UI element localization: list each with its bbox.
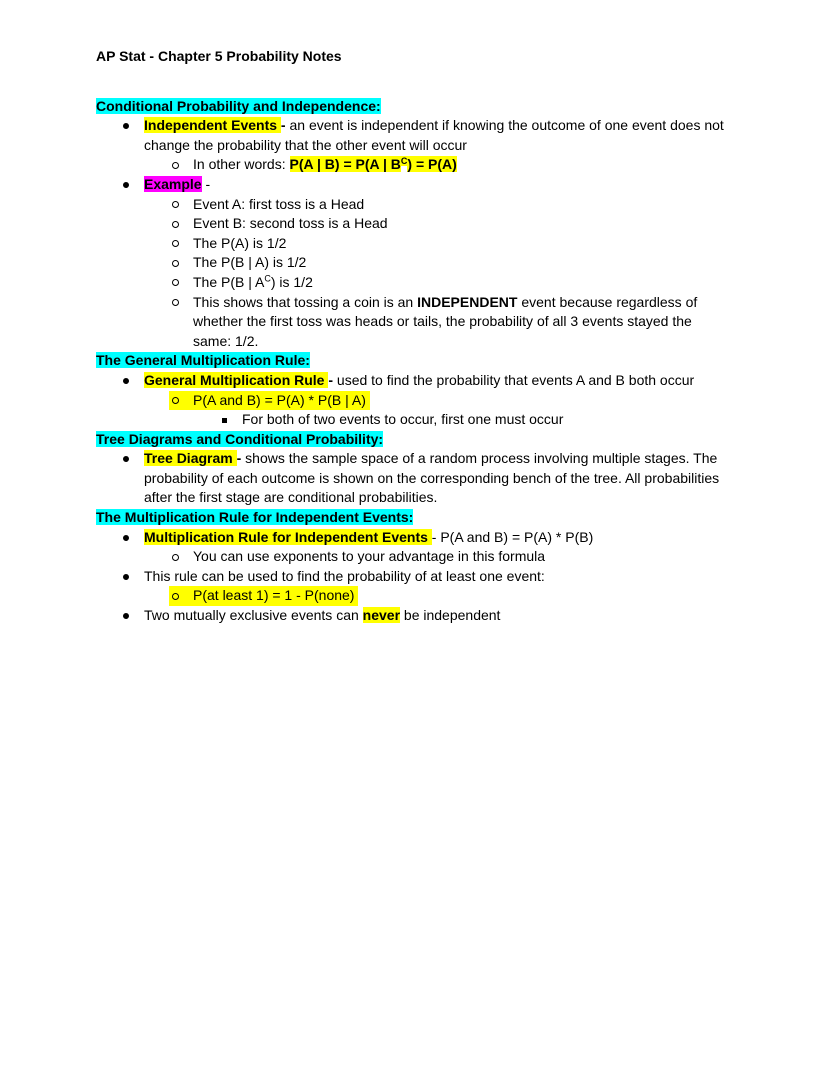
bullet-disc-icon: [123, 535, 129, 541]
text-run: INDEPENDENT: [417, 293, 518, 310]
list-item-text: [193, 253, 732, 273]
text-run: -: [328, 371, 337, 388]
list-item: [120, 175, 732, 195]
text-run: This rule can be used to find the probability of at least one event:: [144, 567, 545, 584]
bullet-disc-icon: [123, 123, 129, 129]
list-item-text: [193, 293, 732, 352]
text-run: event because regardless of whether the first toss was heads or tails, the probability of all 3 events stayed the same: 1/2.: [193, 293, 698, 349]
section-heading: [96, 351, 732, 371]
text-run: For both of two events to occur, first one must occur: [242, 411, 564, 428]
text-run: Independent Events: [144, 117, 281, 134]
text-run: The General Multiplication Rule:: [96, 352, 310, 369]
blank-line: [96, 67, 732, 97]
bullet-circle-icon: [172, 221, 179, 228]
list-item: [120, 371, 732, 391]
page-title: [96, 47, 732, 67]
bullet-marker: [120, 175, 144, 195]
list-item-text: [144, 371, 732, 391]
bullet-marker: [120, 116, 144, 155]
text-run: ) is 1/2: [270, 273, 313, 290]
bullet-marker: [169, 234, 193, 254]
bullet-marker: [169, 391, 193, 411]
bullet-circle-icon: [172, 260, 179, 267]
list-item: [169, 391, 370, 411]
list-item-text: [193, 273, 732, 293]
text-run: Tree Diagrams and Conditional Probability:: [96, 430, 384, 447]
bullet-marker: [120, 606, 144, 626]
list-item-text: [193, 214, 732, 234]
bullet-marker: [169, 253, 193, 273]
text-run: -: [280, 117, 290, 134]
list-item-text: [193, 195, 732, 215]
bullet-circle-icon: [172, 397, 179, 404]
list-item: [169, 234, 732, 254]
list-item: [169, 586, 358, 606]
text-run: be independent: [400, 607, 501, 624]
list-item-text: [144, 175, 732, 195]
bullet-marker: [169, 547, 193, 567]
bullet-circle-icon: [172, 201, 179, 208]
list-item: [218, 410, 732, 430]
text-run: General Multiplication Rule: [144, 371, 329, 388]
list-item-text: [193, 547, 732, 567]
list-item-text: [193, 586, 354, 606]
bullet-marker: [169, 586, 193, 606]
text-run: Tree Diagram: [144, 450, 237, 467]
bullet-marker: [120, 449, 144, 508]
text-run: an event is independent if knowing the outcome of one event does not change the probability that the other event will occur: [144, 117, 724, 153]
bullet-circle-icon: [172, 554, 179, 561]
bullet-marker: [218, 410, 242, 430]
bullet-marker: [120, 371, 144, 391]
list-item-text: [193, 155, 732, 175]
text-run: Two mutually exclusive events can: [144, 607, 363, 624]
bullet-marker: [169, 155, 193, 175]
text-run: shows the sample space of a random process involving multiple stages. The probability of each outcome is shown on the corresponding bench of the tree. All probabilities after the first stage are conditional probabilities.: [144, 450, 720, 506]
list-item-text: [144, 567, 732, 587]
list-item: [169, 214, 732, 234]
list-item: [169, 253, 732, 273]
text-run: You can use exponents to your advantage in this formula: [193, 548, 546, 565]
text-run: This shows that tossing a coin is an: [193, 293, 418, 310]
bullet-circle-icon: [172, 299, 179, 306]
text-run: The Multiplication Rule for Independent Events:: [96, 509, 414, 526]
list-item-text: [144, 606, 732, 626]
text-run: never: [362, 607, 401, 624]
list-item-text: [144, 449, 732, 508]
section-heading: [96, 508, 732, 528]
text-run: Example: [144, 175, 202, 192]
text-run: Multiplication Rule for Independent Events: [144, 528, 432, 545]
list-item-text: [193, 234, 732, 254]
list-item: [120, 116, 732, 155]
list-item: [120, 528, 732, 548]
list-item: [120, 567, 732, 587]
text-run: Event B: second toss is a Head: [193, 215, 388, 232]
bullet-circle-icon: [172, 162, 179, 169]
list-item-text: [242, 410, 732, 430]
text-run: - P(A and B) = P(A) * P(B): [431, 528, 594, 545]
text-run: -: [236, 450, 246, 467]
text-run: The P(B | A) is 1/2: [193, 254, 307, 271]
text-run: AP Stat - Chapter 5 Probability Notes: [96, 48, 342, 64]
list-item-text: [144, 116, 732, 155]
bullet-disc-icon: [123, 182, 129, 188]
text-run: Event A: first toss is a Head: [193, 195, 365, 212]
list-item: [169, 195, 732, 215]
text-run: C: [400, 155, 408, 166]
bullet-marker: [169, 214, 193, 234]
bullet-circle-icon: [172, 593, 179, 600]
list-item: [120, 449, 732, 508]
text-run: P(A | B) = P(A | B: [289, 156, 401, 173]
bullet-marker: [169, 273, 193, 293]
list-item: [120, 606, 732, 626]
list-item: [169, 547, 732, 567]
bullet-disc-icon: [123, 613, 129, 619]
text-run: In other words:: [193, 156, 290, 173]
section-heading: [96, 97, 732, 117]
text-run: Conditional Probability and Independence:: [96, 97, 381, 114]
list-item-text: [193, 391, 366, 411]
section-heading: [96, 430, 732, 450]
bullet-square-icon: [222, 418, 227, 423]
bullet-marker: [169, 293, 193, 352]
text-run: The P(B | A: [193, 273, 265, 290]
bullet-circle-icon: [172, 240, 179, 247]
text-run: P(at least 1) = 1 - P(none): [193, 587, 355, 604]
bullet-circle-icon: [172, 279, 179, 286]
list-item-text: [144, 528, 732, 548]
text-run: used to find the probability that events A and B both occur: [336, 371, 695, 388]
list-item: [169, 293, 732, 352]
text-run: The P(A) is 1/2: [193, 234, 287, 251]
bullet-marker: [120, 528, 144, 548]
text-run: ) = P(A): [407, 156, 457, 173]
bullet-marker: [120, 567, 144, 587]
text-run: -: [201, 175, 211, 192]
text-run: P(A and B) = P(A) * P(B | A): [193, 391, 366, 408]
list-item: [169, 273, 732, 293]
bullet-disc-icon: [123, 574, 129, 580]
text-run: C: [264, 273, 271, 284]
bullet-disc-icon: [123, 378, 129, 384]
list-item: [169, 155, 732, 175]
bullet-marker: [169, 195, 193, 215]
bullet-disc-icon: [123, 456, 129, 462]
